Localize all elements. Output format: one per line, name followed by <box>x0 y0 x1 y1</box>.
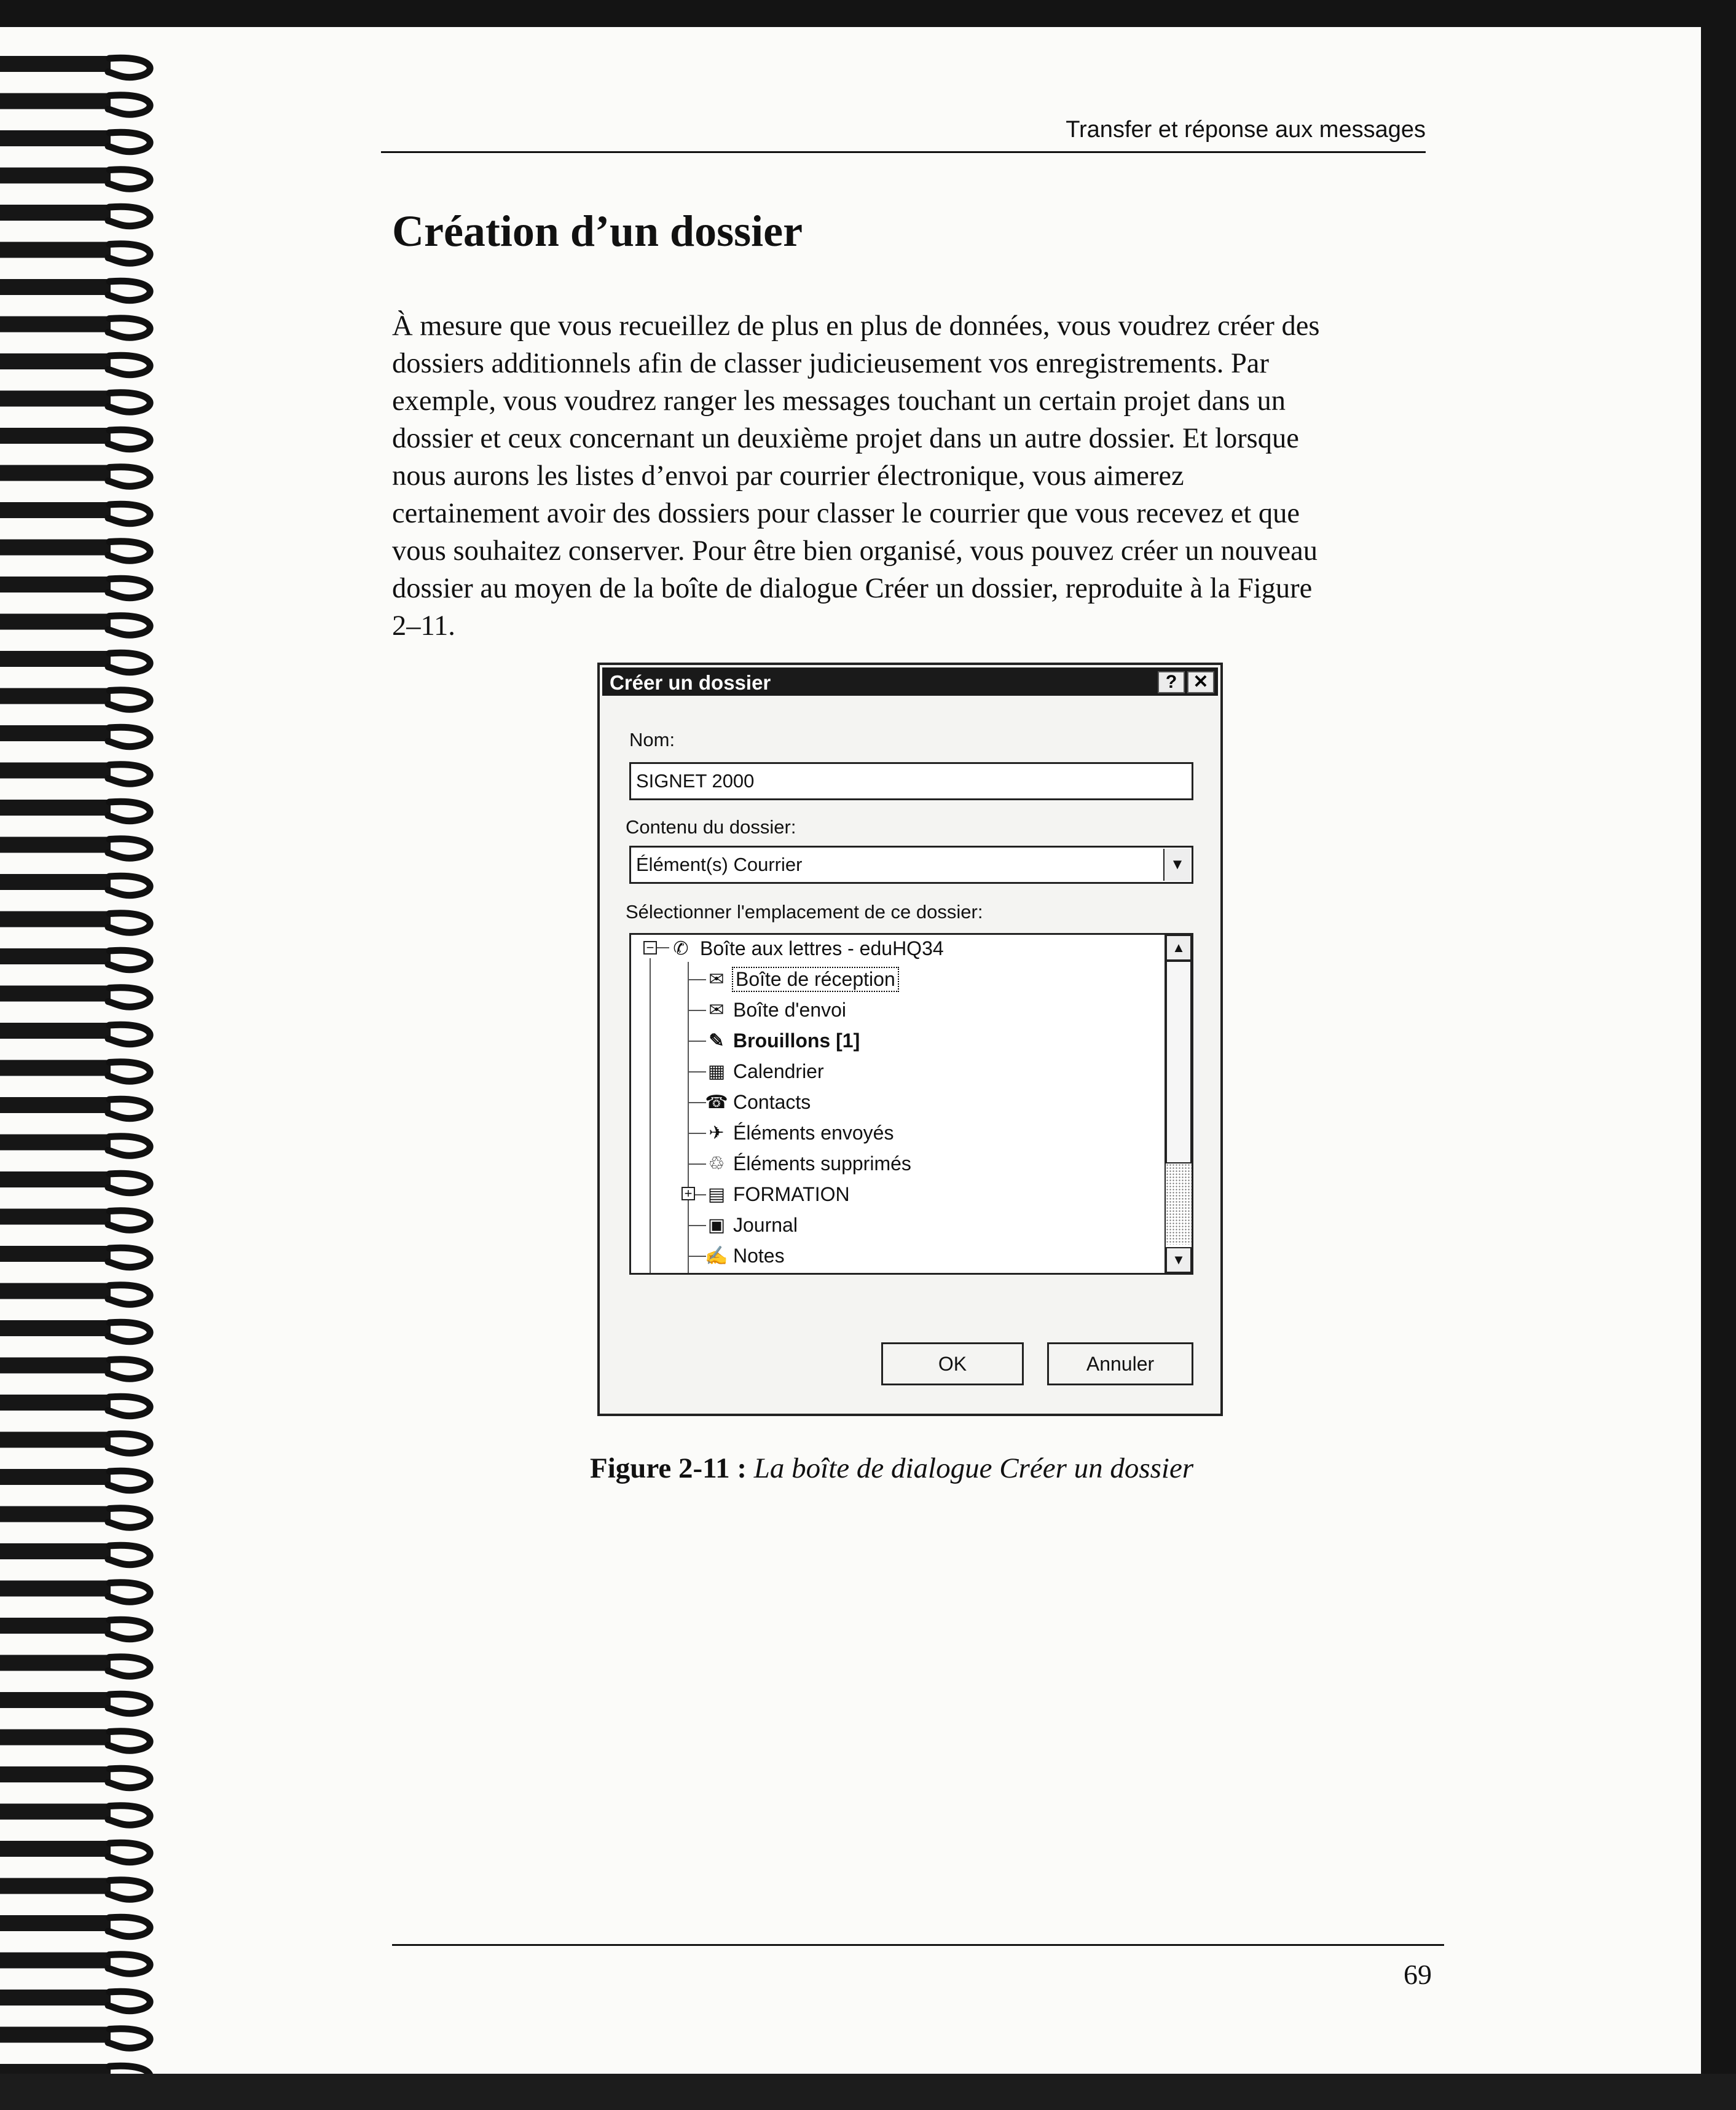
dialog-titlebar <box>602 667 1218 696</box>
scrollbar-track[interactable] <box>1166 1163 1192 1245</box>
binding-coil <box>108 1248 150 1267</box>
binding-coil <box>108 1731 150 1751</box>
tree-connector <box>688 1163 706 1165</box>
tree-connector <box>688 979 706 980</box>
binding-coil <box>108 244 150 264</box>
binding-bar <box>0 800 111 816</box>
binding-bar <box>0 688 111 704</box>
binding-coil <box>108 1917 150 1937</box>
binding-coil <box>108 578 150 598</box>
tree-item-label: Éléments supprimés <box>733 1152 911 1175</box>
binding-coil <box>108 1657 150 1677</box>
binding-coil <box>108 1360 150 1379</box>
body-paragraph <box>392 307 1424 645</box>
binding-coil <box>108 839 150 859</box>
binding-coil <box>108 1768 150 1788</box>
binding-coil <box>108 1434 150 1454</box>
binding-bar <box>0 1841 111 1857</box>
tree-item-label: Boîte aux lettres - eduHQ34 <box>700 937 944 959</box>
figure-number: Figure 2-11 : <box>590 1452 747 1484</box>
binding-bar <box>0 130 111 146</box>
binding-coil <box>108 1583 150 1602</box>
tree-connector <box>688 1133 706 1134</box>
binding-bar <box>0 1581 111 1597</box>
binding-bar <box>0 56 111 72</box>
binding-bar <box>0 205 111 221</box>
binding-coil <box>108 2029 150 2049</box>
binding-bar <box>0 353 111 369</box>
section-title: Création d’un dossier <box>392 207 803 256</box>
binding-bar <box>0 874 111 890</box>
paragraph-line: dossiers additionnels afin de classer judicieusement vos enregistrements. Par <box>392 348 1269 379</box>
binding-bar <box>0 1395 111 1411</box>
tree-item-label: Calendrier <box>733 1060 824 1082</box>
tree-item-label: Notes <box>733 1245 785 1267</box>
ok-button[interactable]: OK <box>881 1342 1024 1385</box>
binding-bar <box>0 1023 111 1039</box>
binding-coil <box>108 1694 150 1714</box>
binding-bar <box>0 1209 111 1225</box>
binding-coil <box>108 653 150 672</box>
binding-coil <box>108 690 150 710</box>
binding-coil <box>108 950 150 970</box>
paragraph-line: vous souhaitez conserver. Pour être bien organisé, vous pouvez créer un nouveau <box>392 535 1318 567</box>
scroll-up-icon[interactable]: ▲ <box>1166 935 1192 961</box>
binding-coil <box>108 504 150 524</box>
binding-coil <box>108 1955 150 1974</box>
binding-bar <box>0 428 111 444</box>
header-rule <box>381 151 1426 153</box>
binding-bar <box>0 1990 111 2006</box>
binding-bar <box>0 1358 111 1374</box>
binding-bar <box>0 614 111 630</box>
binding-coil <box>108 876 150 896</box>
binding-coil <box>108 801 150 821</box>
spiral-binding <box>0 0 175 2110</box>
binding-coil <box>108 765 150 784</box>
folder-name-input[interactable]: SIGNET 2000 <box>629 762 1193 800</box>
paragraph-line: certainement avoir des dossiers pour classer le courrier que vous recevez et que <box>392 498 1300 529</box>
binding-bar <box>0 948 111 964</box>
binding-bar <box>0 1135 111 1151</box>
binding-bar <box>0 1655 111 1671</box>
binding-bar <box>0 93 111 109</box>
binding-coil <box>108 393 150 412</box>
tree-connector <box>688 1102 706 1103</box>
binding-coil <box>108 616 150 636</box>
binding-bar <box>0 168 111 184</box>
binding-bar <box>0 1953 111 1969</box>
paragraph-line: dossier au moyen de la boîte de dialogue Créer un dossier, reproduite à la Figure <box>392 573 1313 604</box>
tree-item-label: FORMATION <box>733 1183 850 1205</box>
drafts-icon: ✎ <box>709 1031 725 1051</box>
page-number: 69 <box>1404 1959 1432 1990</box>
folder-content-select[interactable] <box>629 846 1193 884</box>
tree-item-label: Éléments envoyés <box>733 1122 894 1144</box>
calendar-icon: ▦ <box>707 1061 726 1082</box>
journal-icon: ▣ <box>707 1215 726 1235</box>
binding-coil <box>108 1099 150 1119</box>
binding-coil <box>108 1173 150 1193</box>
binding-coil <box>108 541 150 561</box>
binding-bar <box>0 763 111 779</box>
tree-connector <box>688 1071 706 1073</box>
paragraph-line: 2–11. <box>392 610 455 642</box>
expand-icon[interactable]: + <box>681 1187 695 1200</box>
binding-bar <box>0 242 111 258</box>
binding-coil <box>108 1396 150 1416</box>
binding-coil <box>108 1880 150 1900</box>
binding-bar <box>0 1171 111 1187</box>
sent-items-icon: ✈ <box>709 1123 725 1143</box>
binding-coil <box>108 1620 150 1639</box>
binding-bar <box>0 1246 111 1262</box>
tree-connector <box>688 1010 706 1011</box>
figure-caption <box>590 1452 1193 1485</box>
tree-connector <box>688 1256 706 1257</box>
binding-coil <box>108 1285 150 1305</box>
binding-coil <box>108 355 150 375</box>
scan-edge <box>0 2074 1736 2110</box>
binding-coil <box>108 1843 150 1862</box>
binding-coil <box>108 281 150 301</box>
binding-bar <box>0 577 111 592</box>
binding-coil <box>108 913 150 933</box>
binding-bar <box>0 1730 111 1746</box>
running-head: Transfer et réponse aux messages <box>1066 117 1426 143</box>
paragraph-line: À mesure que vous recueillez de plus en plus de données, vous voudrez créer des <box>392 310 1320 342</box>
binding-bar <box>0 1618 111 1634</box>
name-label: Nom: <box>629 729 675 750</box>
tree-item-label: Boîte de réception <box>732 967 899 992</box>
paragraph-line: nous aurons les listes d’envoi par courrier électronique, vous aimerez <box>392 460 1184 492</box>
binding-coil <box>108 1322 150 1342</box>
folder-content-value: Élément(s) Courrier <box>636 854 803 875</box>
binding-bar <box>0 1766 111 1782</box>
collapse-icon[interactable]: − <box>643 941 657 955</box>
binding-bar <box>0 1469 111 1485</box>
binding-coil <box>108 170 150 189</box>
outbox-icon: ✉ <box>709 1000 725 1020</box>
binding-coil <box>108 988 150 1007</box>
deleted-items-icon: ♲ <box>708 1154 725 1174</box>
binding-bar <box>0 1097 111 1113</box>
binding-bar <box>0 911 111 927</box>
binding-bar <box>0 2027 111 2043</box>
tree-connector <box>688 1225 706 1226</box>
tree-connector <box>650 958 651 1275</box>
figure-caption-text: La boîte de dialogue Créer un dossier <box>753 1452 1194 1484</box>
binding-bar <box>0 1283 111 1299</box>
binding-bar <box>0 1506 111 1522</box>
binding-coil <box>108 207 150 226</box>
binding-bar <box>0 1804 111 1820</box>
footer-rule <box>392 1944 1444 1946</box>
binding-bar <box>0 391 111 407</box>
binding-coil <box>108 58 150 77</box>
create-folder-dialog <box>597 663 1223 1416</box>
folder-location-label: Sélectionner l'emplacement de ce dossier: <box>626 901 983 923</box>
paragraph-line: dossier et ceux concernant un deuxième projet dans un autre dossier. Et lorsque <box>392 423 1299 454</box>
binding-coil <box>108 1471 150 1490</box>
binding-bar <box>0 651 111 667</box>
binding-bar <box>0 1432 111 1448</box>
contacts-icon: ☎ <box>705 1092 728 1112</box>
scrollbar-thumb[interactable] <box>1166 961 1192 1163</box>
notes-icon: ✍ <box>705 1246 728 1266</box>
binding-bar <box>0 1692 111 1708</box>
tree-item-label: Contacts <box>733 1091 811 1113</box>
folder-location-tree[interactable] <box>629 933 1193 1275</box>
folder-content-label: Contenu du dossier: <box>626 816 796 838</box>
binding-bar <box>0 279 111 295</box>
binding-coil <box>108 1991 150 2011</box>
chevron-down-icon[interactable]: ▼ <box>1163 849 1190 881</box>
tree-connector <box>657 947 669 948</box>
binding-coil <box>108 95 150 115</box>
tree-scrollbar[interactable] <box>1165 935 1192 1273</box>
binding-coil <box>108 318 150 338</box>
tree-item-label: Journal <box>733 1214 798 1236</box>
mailbox-icon: ✆ <box>673 939 689 959</box>
binding-bar <box>0 1543 111 1559</box>
binding-bar <box>0 1878 111 1894</box>
help-button[interactable]: ? <box>1158 671 1185 693</box>
binding-coil <box>108 1508 150 1528</box>
tree-connector <box>688 1041 706 1042</box>
dialog-title: Créer un dossier <box>610 671 771 694</box>
binding-coil <box>108 1025 150 1044</box>
paragraph-line: exemple, vous voudrez ranger les messages touchant un certain projet dans un <box>392 385 1286 417</box>
cancel-button[interactable]: Annuler <box>1047 1342 1193 1385</box>
binding-coil <box>108 1545 150 1565</box>
binding-bar <box>0 1060 111 1076</box>
binding-bar <box>0 986 111 1002</box>
scroll-down-icon[interactable]: ▼ <box>1166 1247 1192 1273</box>
binding-bar <box>0 502 111 518</box>
binding-coil <box>108 1062 150 1082</box>
binding-coil <box>108 727 150 747</box>
binding-bar <box>0 317 111 333</box>
binding-coil <box>108 1806 150 1825</box>
binding-bar <box>0 725 111 741</box>
tree-item-label: Brouillons [1] <box>733 1029 860 1052</box>
binding-bar <box>0 1915 111 1931</box>
binding-bar <box>0 465 111 481</box>
binding-bar <box>0 540 111 556</box>
binding-bar <box>0 837 111 853</box>
binding-coil <box>108 467 150 487</box>
tree-item-label: Boîte d'envoi <box>733 999 847 1021</box>
tree-connector <box>688 962 689 1275</box>
binding-coil <box>108 1136 150 1156</box>
close-button[interactable]: ✕ <box>1187 671 1214 693</box>
inbox-icon: ✉ <box>709 969 725 990</box>
binding-coil <box>108 132 150 152</box>
binding-coil <box>108 1211 150 1230</box>
binding-coil <box>108 430 150 449</box>
folder-icon: ▤ <box>707 1184 726 1205</box>
binding-bar <box>0 1320 111 1336</box>
